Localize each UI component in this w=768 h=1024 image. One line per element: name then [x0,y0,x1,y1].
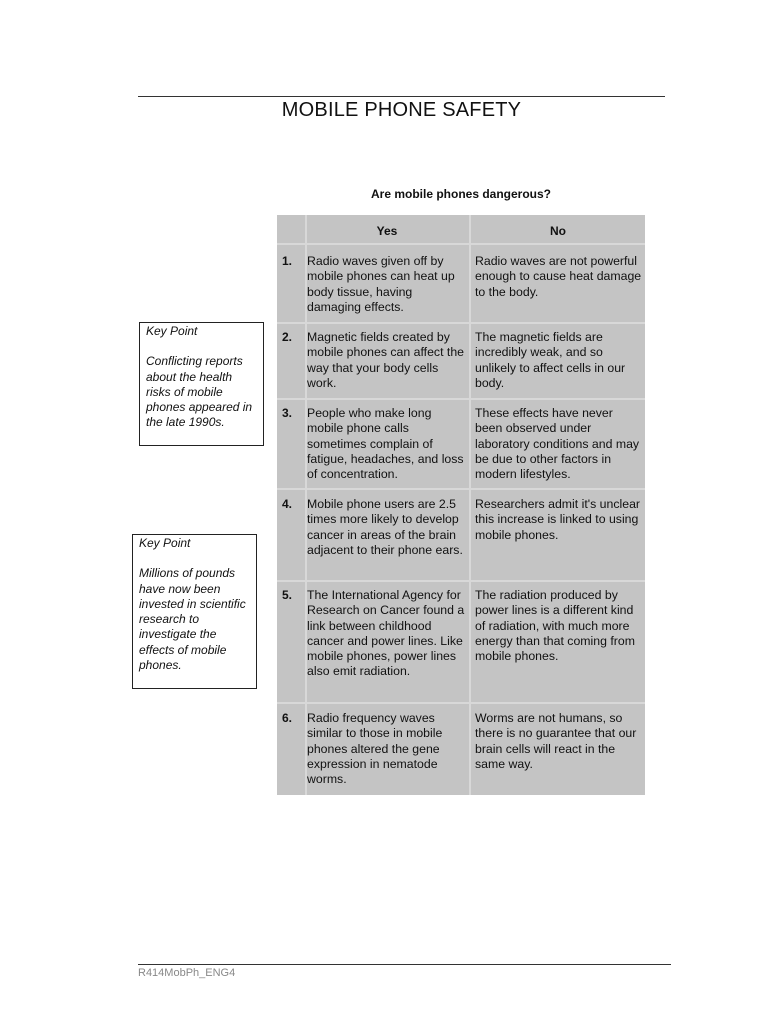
key-point-title: Key Point [146,324,198,338]
key-point-text: Conflicting reports about the health risks of mobile phones appeared in the late 1990s. [146,354,253,430]
yes-cell: Radio waves given off by mobile phones can heat up body tissue, having damaging effects. [307,254,455,314]
table-question: Are mobile phones dangerous? [370,187,552,201]
row-divider [277,580,645,582]
row-number: 1. [282,254,293,268]
top-rule [138,96,665,97]
yes-cell: Mobile phone users are 2.5 times more likely to develop cancer in areas of the brain adjacent to their phone ears. [307,497,463,557]
no-cell: These effects have never been observed under laboratory conditions and may be due to other factors in modern lifestyles. [475,406,640,482]
bottom-rule [138,964,671,965]
row-number: 5. [282,588,293,602]
header-yes: Yes [376,224,398,238]
row-number: 3. [282,406,293,420]
row-divider [277,702,645,704]
column-divider [469,215,471,795]
yes-cell: People who make long mobile phone calls sometimes complain of fatigue, headaches, and loss of concentration. [307,406,464,482]
row-divider [277,488,645,490]
row-number: 6. [282,711,293,725]
header-no: No [550,224,566,238]
row-number: 4. [282,497,293,511]
no-cell: The magnetic fields are incredibly weak, and so unlikely to affect cells in our body. [475,330,626,390]
key-point-box [132,534,257,689]
no-cell: Worms are not humans, so there is no guarantee that our brain cells will react in the same way. [475,711,637,771]
yes-cell: Radio frequency waves similar to those in mobile phones altered the gene expression in nematode worms. [307,711,443,787]
no-cell: The radiation produced by power lines is a different kind of radiation, with much more energy than that coming from mobile phones. [475,588,635,664]
yes-cell: Magnetic fields created by mobile phones can affect the way that your body cells work. [307,330,465,390]
no-cell: Researchers admit it's unclear this increase is linked to using mobile phones. [475,497,641,542]
key-point-text: Millions of pounds have now been invested in scientific research to investigate the effects of mobile phones. [139,566,246,673]
row-divider [277,243,645,245]
no-cell: Radio waves are not powerful enough to cause heat damage to the body. [475,254,642,299]
row-divider [277,398,645,400]
row-divider [277,322,645,324]
key-point-box [139,322,264,446]
page-title: MOBILE PHONE SAFETY [281,99,522,121]
footer-code: R414MobPh_ENG4 [138,967,236,979]
key-point-title: Key Point [139,536,191,550]
yes-cell: The International Agency for Research on Cancer found a link between childhood cancer and power lines. Like mobile phones, power lines also emit radiation. [307,588,465,679]
row-number: 2. [282,330,293,344]
